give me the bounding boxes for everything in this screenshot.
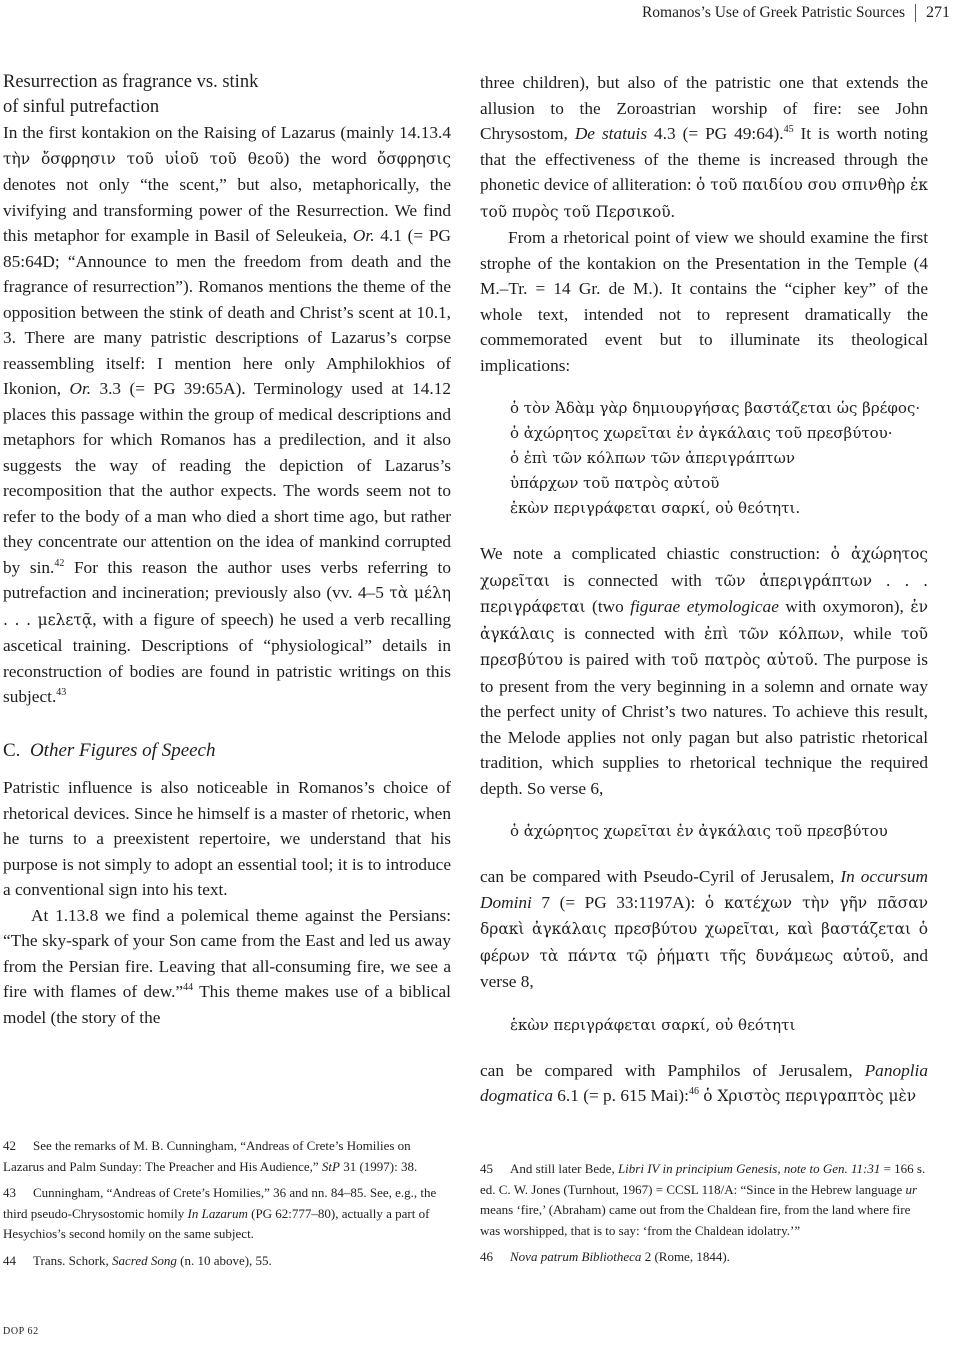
journal-label: DOP 62 [3,1326,39,1337]
section-heading [3,70,451,120]
footnote-46 [480,1247,928,1268]
text-run: 4.1 (= PG 85:64D; “Announce to men the freedom from death and the fragrance of resurrection”). Romanos mentions the theme of the opposition between the stink of death and Christ’s scent at 10.1, 3. There are many patristic descriptions of Lazarus’s corpse reassembling itself: I mention here only Amphilokhios of Ikonion, [3,226,452,398]
section-heading-line-1: Resurrection as fragrance vs. stink [3,72,259,92]
greek-quote: ὁ τοῦ παιδίου σου σπινθὴρ ἐκ τοῦ πυρὸς τοῦ Περσικοῦ [480,176,928,221]
verse-line: ὁ ἀχώρητος χωρεῖται ἐν ἀγκάλαις τοῦ πρεσβύτου· [510,424,893,442]
greek-quote: τὰ μέλη . . . μελετᾷ [3,584,451,629]
text-run: Cunningham, “Andreas of Crete’s Homilies,” 36 and nn. 84–85. See, e.g., the third pseudo-Chrysostomic homily [3,1185,437,1221]
text-run: can be compared with Pamphilos of Jerusalem, [480,1060,865,1080]
header-divider [915,4,916,22]
footnote-44 [3,1251,451,1272]
paragraph-figures: Patristic influence is also noticeable in Romanos’s choice of rhetorical devices. Since he himself is a master of rhetoric, when he turns to a preexistent repertoire, we understand that his purpose is not simply to adopt an essential tool; it is to introduce a conventional sign into his text. [3,778,451,899]
text-run: 4.3 (= PG 49:64). [647,124,784,143]
greek-verse-quote-1 [510,819,928,844]
work-title: Libri IV in principium Genesis, note to Gen. 11:31 [617,1161,881,1176]
running-title: Romanos’s Use of Greek Patristic Sources [641,4,905,21]
footnote-43 [3,1183,451,1245]
text-run: means ‘fire,’ (Abraham) came out from the Chaldean fire, from the land where fire was worshipped, that is to say: ‘from the Chaldean idolatry.’” [480,1202,911,1238]
verse-line: ἑκὼν περιγράφεται σαρκί, οὐ θεότητι. [510,499,801,517]
work-title: Or. [352,226,375,245]
paragraph-chrysostom [480,70,928,225]
text-run: We note a complicated chiastic construction: [480,544,831,563]
greek-quote: τοῦ πρεσβύτου [480,624,929,669]
work-title: De statuis [574,124,648,143]
text-run: 2 (Rome, 1844). [641,1249,730,1264]
text-run: . [670,201,675,221]
text-run: we find a polemical theme against the Persians: “The sky-spark of your Son came from the East and led us away from the Persian fire. Leaving that all-consuming fire, we see a fire with flames of dew.” [3,905,451,1001]
text-run: See the remarks of M. B. Cunningham, “Andreas of Crete’s Homilies on Lazarus and Palm Sunday: The Preacher and His Audience,” [3,1138,411,1174]
left-column [3,70,451,1030]
text-run: with oxymoron), [778,597,911,616]
work-title: Or. [69,379,92,398]
work-title: In Lazarum [187,1205,248,1221]
paragraph-chiastic [480,541,928,801]
latin-term: figurae etymologicae [630,597,779,616]
section-title: Other Figures of Speech [29,739,216,761]
text-run: 6.1 (= p. 615 Mai): [552,1086,689,1105]
section-c-heading [3,738,451,764]
paragraph-pamphilos [480,1058,928,1110]
footnotes-left [3,1136,451,1271]
paragraph-persians [3,903,451,1031]
right-column [480,70,928,1110]
greek-quote: ἐν ἀγκάλαις [480,598,928,643]
text-run: is connected with [554,623,705,643]
greek-quote: ἐπὶ τῶν κόλπων [704,624,840,643]
text-run: , while [839,623,901,643]
text-run: is paired with [563,650,672,669]
footnote-ref[interactable]: 42 [54,557,65,569]
text-run: 7 (= PG 33:1197A): [531,892,705,912]
text-run: = 166 s. ed. C. W. Jones (Turnhout, 1967) = CCSL 118/A: “Since in the Hebrew language [480,1161,926,1197]
text-run: For this reason the author uses verbs referring to putrefaction and incineration; previously also (vv. 4–5 [3,557,452,602]
footnote-number: 45 [480,1161,493,1176]
footnote-ref[interactable]: 45 [783,124,794,135]
running-header [642,2,950,24]
text-run: denotes not only “the scent,” but also, metaphorically, the vivifying and transforming power of the Resurrection. We find this metaphor for example in Basil of Seleukeia, [3,175,451,245]
footnote-number: 43 [3,1185,16,1200]
text-run: 31 (1997): 38. [339,1158,418,1174]
text-run: three children), but also of the patristic one that extends the allusion to the Zoroastrian worship of fire: see John Chrysostom, [480,73,928,143]
work-title: StP [321,1158,340,1174]
verse-line: ὁ τὸν Ἀδὰμ γὰρ δημιουργήσας βαστάζεται ὡς βρέφος· [510,399,921,417]
text-run: (n. 10 above), 55. [176,1252,272,1268]
footnote-number: 46 [480,1249,493,1264]
text-run: , and verse 8, [480,945,928,991]
work-title: Nova patrum Bibliotheca [510,1249,642,1264]
text-run: In the first kontakion on the Raising of Lazarus (mainly 14.13.4 [3,123,451,142]
text-run: is connected with [549,570,716,590]
work-title: Sacred Song [111,1252,177,1268]
verse-line: ὁ ἀχώρητος χωρεῖται ἐν ἀγκάλαις τοῦ πρεσβύτου [510,822,888,840]
greek-quote: ὄσφρησις [377,149,451,168]
work-title: In occursum Domini [480,867,928,912]
footnote-ref[interactable]: 43 [56,687,67,698]
text-run: At [31,905,56,925]
verse-line: ὁ ἐπὶ τῶν κόλπων τῶν ἀπεριγράπτων [510,449,795,467]
footnote-45 [480,1159,928,1241]
footnotes-right [480,1159,928,1268]
text-run: , with a figure of speech) he used a verb recalling ascetical training. Descriptions of “physiological” details in reconstruction of bodies are found in patristic writings on this subject. [3,609,451,706]
paragraph-pseudo-cyril [480,864,928,995]
greek-quote: ὁ ἀχώρητος χωρεῖται [480,545,928,590]
text-run: This theme makes use of a biblical model (the story of the [3,982,451,1027]
greek-verse-block [510,396,928,521]
footnote-42 [3,1136,451,1177]
hebrew-term: ur [905,1181,918,1197]
section-heading-line-2: of sinful putrefaction [3,97,160,117]
footnote-number: 42 [3,1138,16,1153]
greek-quote: ὁ Χριστὸς περιγραπτὸς μὲν [703,1087,917,1105]
footnote-ref[interactable]: 46 [688,1086,699,1097]
text-run: And still later Bede, [510,1161,618,1176]
footnote-number: 44 [3,1252,16,1268]
text-run: ) the word [283,148,377,168]
text-run: . The purpose is to present from the very beginning in a solemn and ornate way the perfect unity of Christ’s two natures. To achieve this result, the Melode applies not only pagan but also patristic rhetorical tradition, which supplies to rhetorical technique the required depth. So verse 6, [480,650,928,798]
text-run: can be compared with Pseudo-Cyril of Jerusalem, [480,867,841,886]
text-run: (PG 62:777–80), actually a part of Hesychios’s second homily on the same subject. [3,1205,430,1241]
greek-quote: ὁ κατέχων τὴν γῆν πᾶσαν δρακὶ ἀγκάλαις πρεσβύτου χωρεῖται, καὶ βαστάζεται ὁ φέρων τὰ πάντα τῷ ῥήματι τῆς δυνάμεως αὐτοῦ [480,893,928,965]
section-letter: C. [3,739,21,761]
paragraph-presentation: From a rhetorical point of view we should examine the first strophe of the kontakion on the Presentation in the Temple (4 M.–Tr. = 14 Gr. de M.). It contains the “cipher key” of the whole text, intended not to represent dramatically the commemorated event but to illuminate its theological implications: [480,228,928,375]
paragraph-lazarus [3,120,451,710]
greek-quote: τοῦ πατρὸς αὐτοῦ [671,651,814,669]
text-run: It is worth noting that the effectiveness of the theme is increased through the phonetic device of alliteration: [480,124,928,194]
verse-line: ὑπάρχων τοῦ πατρὸς αὐτοῦ [510,474,720,492]
text-run: Trans. Schork, [33,1252,112,1268]
greek-quote: τῶν ἀπεριγράπτων . . . περιγράφεται [480,571,929,616]
greek-quote: τὴν ὄσφρησιν τοῦ υἱοῦ τοῦ θεοῦ [3,149,284,168]
footnote-ref[interactable]: 44 [183,982,194,993]
verse-line: ἑκὼν περιγράφεται σαρκί, οὐ θεότητι [510,1015,796,1034]
work-title: Panoplia dogmatica [480,1060,928,1105]
verse-reference: 1.13.8 [55,905,99,925]
greek-verse-quote-2 [510,1013,928,1038]
text-run: 3.3 (= PG 39:65A). Terminology used at 14.12 places this passage within the group of medical descriptions and metaphors for which Romanos has a predilection, and it also suggests the way of reading the depiction of Lazarus’s recomposition that the author expects. The words seem not to refer to the body of a man who died a short time ago, but rather they concentrate our attention on the idea of mankind corrupted by sin. [3,379,451,577]
text-run: (two [585,597,631,616]
page-number: 271 [926,4,950,21]
